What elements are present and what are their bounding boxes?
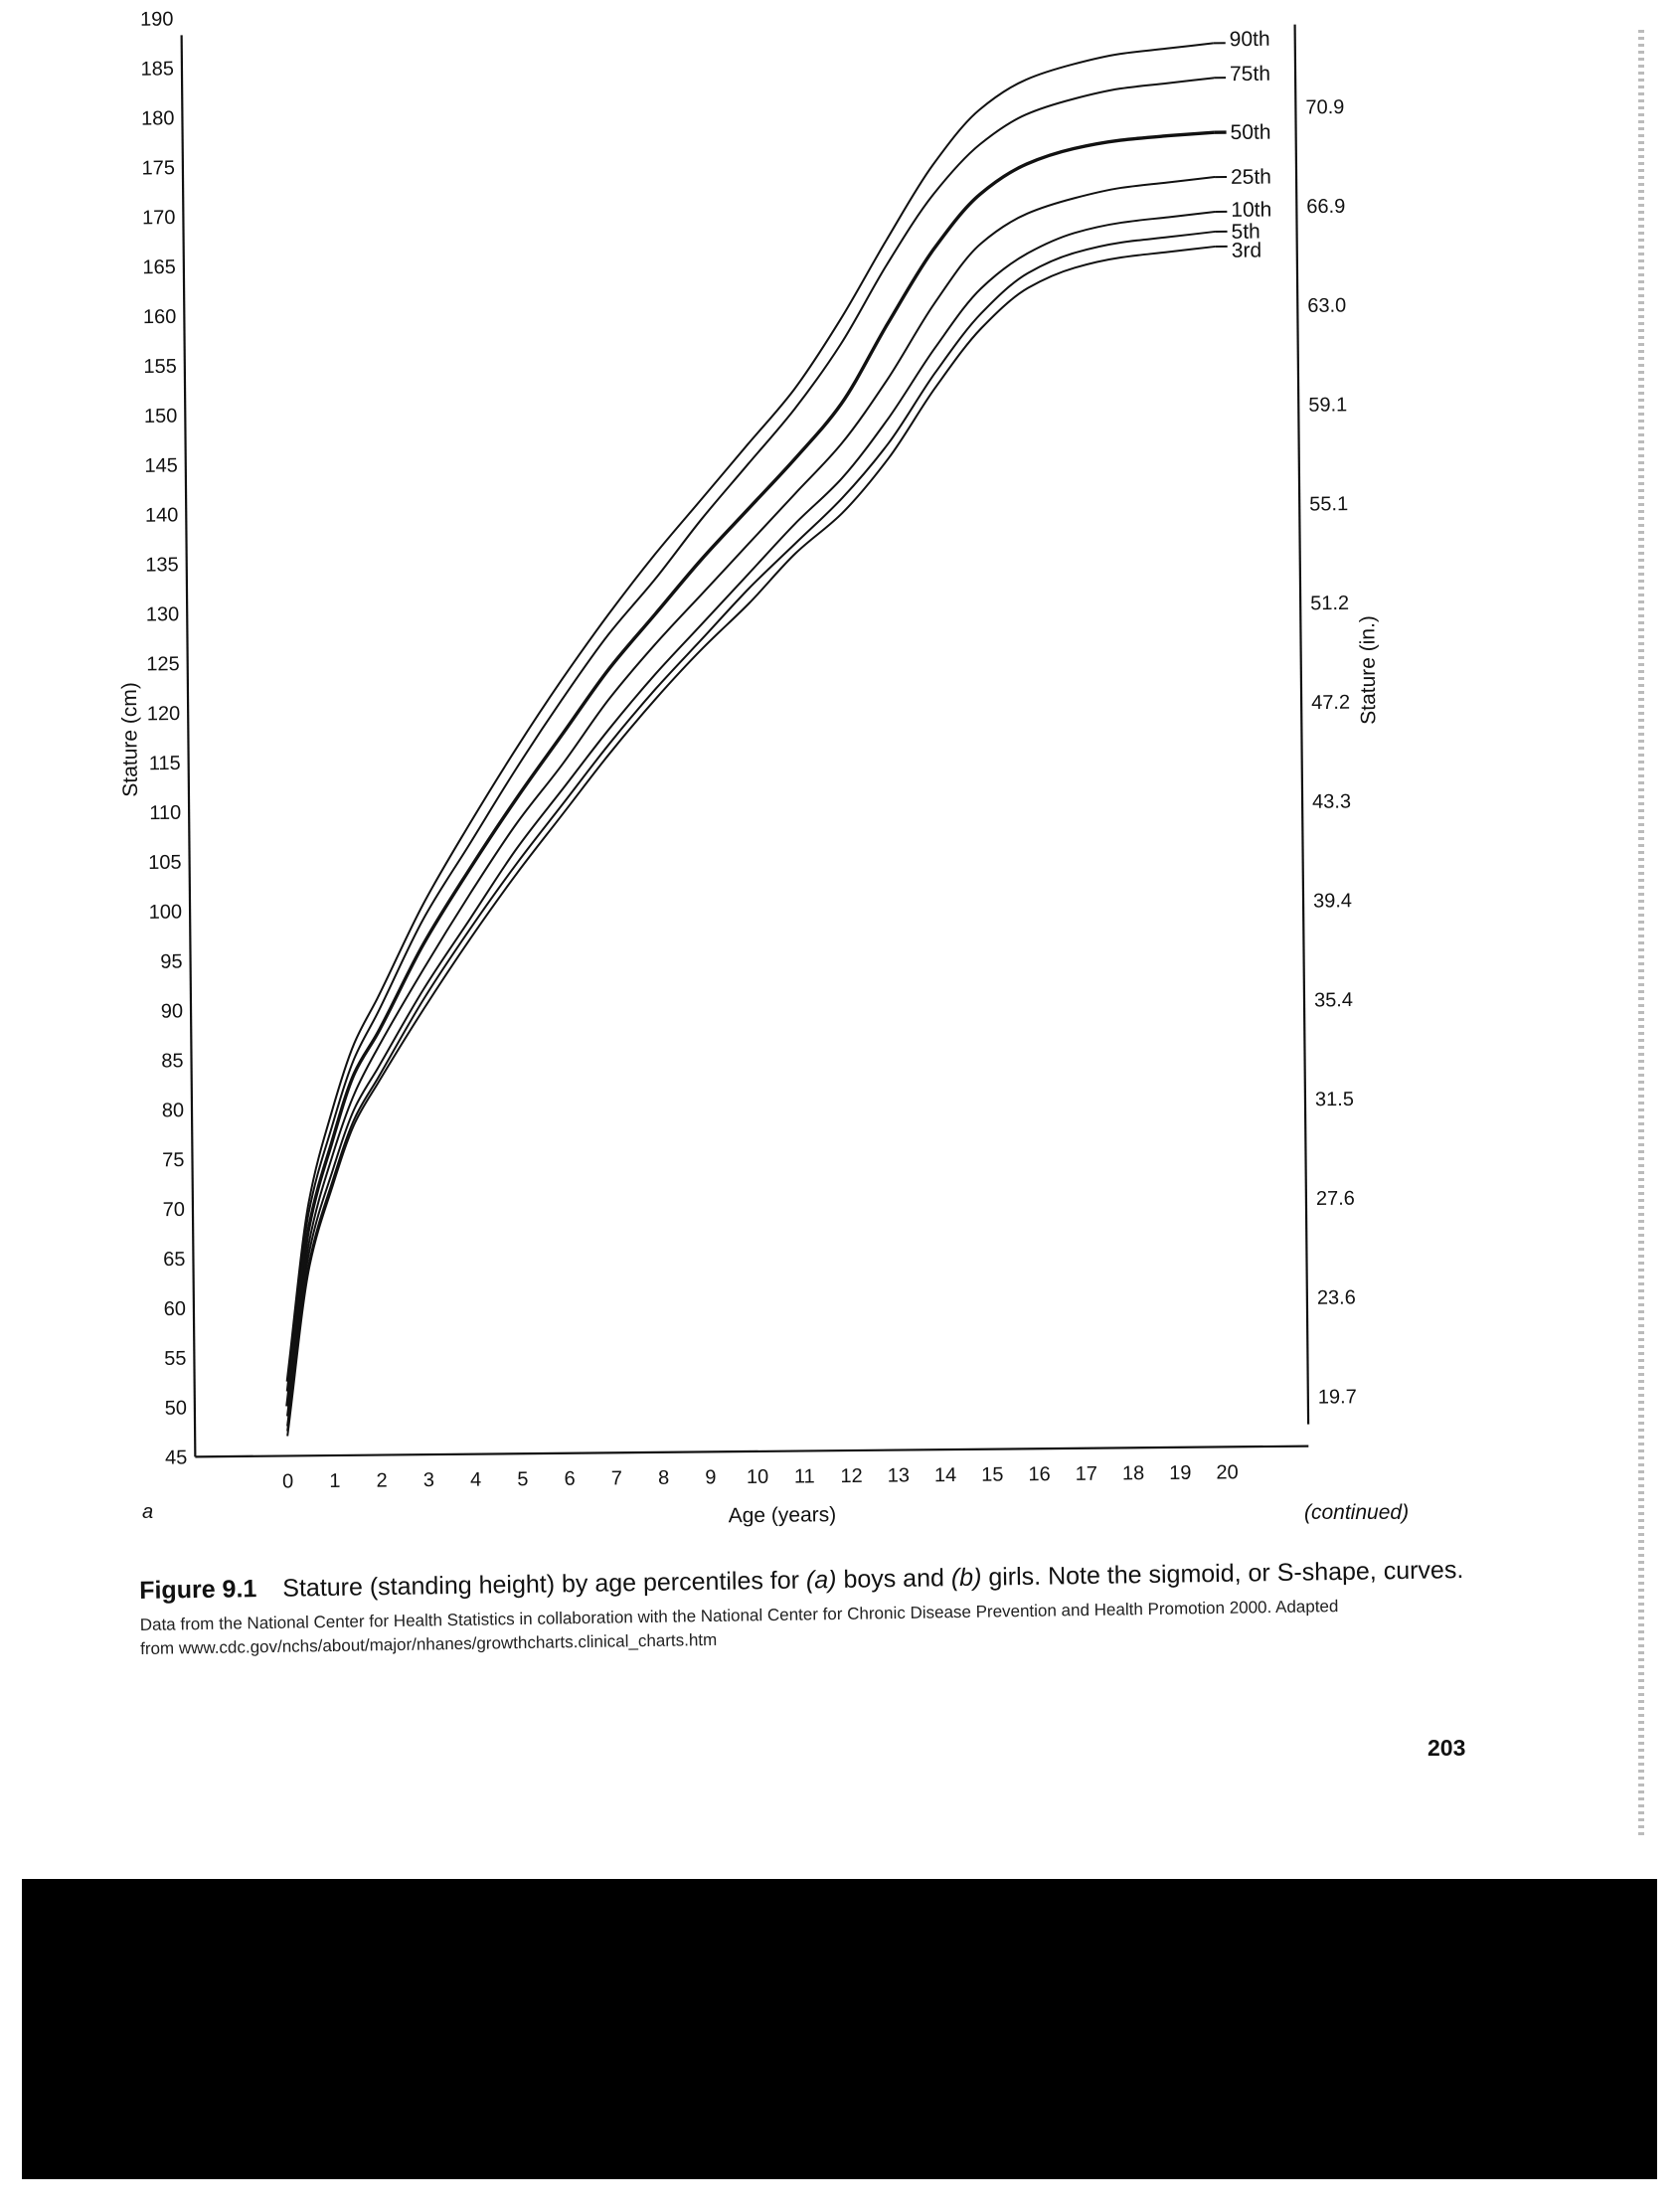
y-tick-label-left: 120 <box>146 703 181 726</box>
x-tick-label: 4 <box>469 1468 482 1491</box>
x-axis-title: Age (years) <box>728 1503 837 1528</box>
caption-source-line-2: from www.cdc.gov/nchs/about/major/nhanes/growthcharts.clinical_charts.htm <box>139 1629 718 1658</box>
series-label-75th: 75th <box>1229 62 1271 86</box>
y-tick-label-right: 66.9 <box>1306 195 1346 219</box>
y-tick-label-right: 27.6 <box>1315 1187 1355 1211</box>
y-tick-label-left: 150 <box>143 405 178 427</box>
x-tick-label: 0 <box>281 1470 294 1493</box>
y-tick-label-right: 31.5 <box>1314 1088 1355 1111</box>
y-tick-label-left: 125 <box>146 653 180 676</box>
y-tick-label-left: 75 <box>162 1149 185 1172</box>
x-tick-label: 5 <box>517 1468 529 1491</box>
series-label-25th: 25th <box>1230 165 1272 189</box>
caption-b: (b) <box>950 1563 982 1593</box>
y-axis-right <box>1295 25 1309 1425</box>
y-tick-label-left: 70 <box>162 1198 186 1222</box>
x-tick-label: 6 <box>564 1467 576 1490</box>
x-tick-label: 16 <box>1028 1463 1051 1486</box>
y-tick-label-left: 95 <box>160 950 183 973</box>
caption-text-3: girls. Note the sigmoid, or S-shape, curves. <box>981 1556 1464 1592</box>
y-tick-label-left: 170 <box>141 207 176 230</box>
caption-a: (a) <box>805 1565 837 1595</box>
y-tick-label-left: 65 <box>163 1248 186 1272</box>
curve-5th <box>276 232 1227 1432</box>
y-tick-label-right: 19.7 <box>1317 1386 1357 1409</box>
curve-50th <box>275 132 1227 1406</box>
y-tick-label-left: 185 <box>140 58 175 81</box>
y-tick-label-left: 45 <box>165 1446 188 1469</box>
series-label-50th: 50th <box>1230 120 1271 145</box>
x-tick-label: 15 <box>981 1463 1004 1486</box>
x-tick-label: 13 <box>887 1464 911 1487</box>
y-tick-label-left: 140 <box>144 504 179 527</box>
series-labels <box>1214 28 1272 262</box>
curve-25th <box>275 177 1227 1417</box>
x-tick-label: 9 <box>705 1466 717 1489</box>
y-axis-title-left: Stature (cm) <box>117 682 142 797</box>
caption-text-1: Stature (standing height) by age percentiles for <box>282 1566 807 1603</box>
series-label-10th: 10th <box>1231 198 1272 222</box>
y-axis-left <box>182 35 196 1456</box>
y-tick-label-right: 39.4 <box>1312 890 1353 913</box>
scan-black-band <box>22 1879 1657 2179</box>
y-axis-title-right: Stature (in.) <box>1356 615 1381 725</box>
caption-text-2: boys and <box>836 1564 952 1594</box>
y-tick-label-left: 85 <box>161 1050 184 1073</box>
figure-number: Figure 9.1 <box>139 1575 257 1605</box>
y-tick-label-right: 63.0 <box>1307 294 1347 317</box>
y-tick-label-right: 51.2 <box>1310 592 1350 615</box>
percentile-curves <box>274 43 1227 1436</box>
x-tick-label: 1 <box>329 1469 341 1493</box>
curve-3rd <box>276 247 1227 1437</box>
y-tick-label-left: 60 <box>163 1297 187 1320</box>
y-tick-label-right: 35.4 <box>1313 989 1354 1012</box>
y-tick-label-left: 50 <box>164 1397 187 1420</box>
y-tick-label-left: 55 <box>164 1347 187 1370</box>
x-tick-label: 19 <box>1169 1461 1192 1484</box>
y-tick-label-right: 43.3 <box>1311 790 1352 813</box>
y-tick-label-left: 165 <box>142 255 176 279</box>
x-tick-label: 12 <box>840 1464 863 1488</box>
series-label-3rd: 3rd <box>1231 239 1262 262</box>
x-tick-label: 14 <box>933 1463 957 1487</box>
x-axis <box>195 1446 1308 1457</box>
scan-edge-artifact <box>1638 30 1644 1839</box>
y-tick-label-right: 55.1 <box>1309 493 1349 516</box>
x-tick-label: 18 <box>1121 1462 1145 1485</box>
y-tick-label-left: 135 <box>145 554 179 577</box>
panel-label: a <box>142 1501 154 1523</box>
y-tick-label-left: 100 <box>148 901 183 924</box>
curve-90th <box>274 43 1227 1381</box>
series-label-90th: 90th <box>1229 27 1270 52</box>
y-tick-label-left-cropped: 190 <box>140 8 174 31</box>
caption-source-line-1: Data from the National Center for Health Statistics in collaboration with the National Center for Chronic Disease Prevention and Health Promotion 2000. Adapted <box>139 1597 1339 1634</box>
y-tick-label-right: 70.9 <box>1305 95 1345 119</box>
series-label-5th: 5th <box>1231 220 1260 244</box>
y-tick-label-left: 155 <box>143 355 177 379</box>
y-tick-label-left: 160 <box>142 305 177 329</box>
x-tick-label: 20 <box>1216 1461 1239 1484</box>
x-tick-label: 8 <box>657 1466 670 1489</box>
y-tick-label-left: 110 <box>149 801 182 825</box>
x-tick-label: 10 <box>746 1465 769 1489</box>
x-tick-label: 2 <box>376 1469 388 1492</box>
y-tick-label-right: 59.1 <box>1308 394 1348 417</box>
y-tick-label-left: 80 <box>161 1100 185 1122</box>
y-tick-label-left: 105 <box>148 851 182 875</box>
y-tick-label-left: 115 <box>148 752 181 775</box>
page-number: 203 <box>1427 1735 1466 1761</box>
tick-labels <box>140 0 1358 1494</box>
y-tick-label-right: 47.2 <box>1311 691 1351 715</box>
x-tick-label: 17 <box>1075 1462 1098 1485</box>
y-tick-label-right: 23.6 <box>1316 1286 1356 1309</box>
y-tick-label-left: 175 <box>141 157 176 180</box>
y-tick-label-left: 90 <box>160 1000 184 1023</box>
x-tick-label: 11 <box>793 1465 815 1488</box>
x-tick-label: 3 <box>422 1469 435 1492</box>
y-tick-label-left: 130 <box>145 603 180 626</box>
x-tick-label: 7 <box>610 1467 623 1490</box>
curve-75th <box>274 78 1227 1391</box>
continued-label: (continued) <box>1304 1501 1410 1524</box>
curve-10th <box>275 212 1227 1427</box>
y-tick-label-left: 145 <box>144 454 178 477</box>
y-tick-label-left: 180 <box>140 107 175 130</box>
